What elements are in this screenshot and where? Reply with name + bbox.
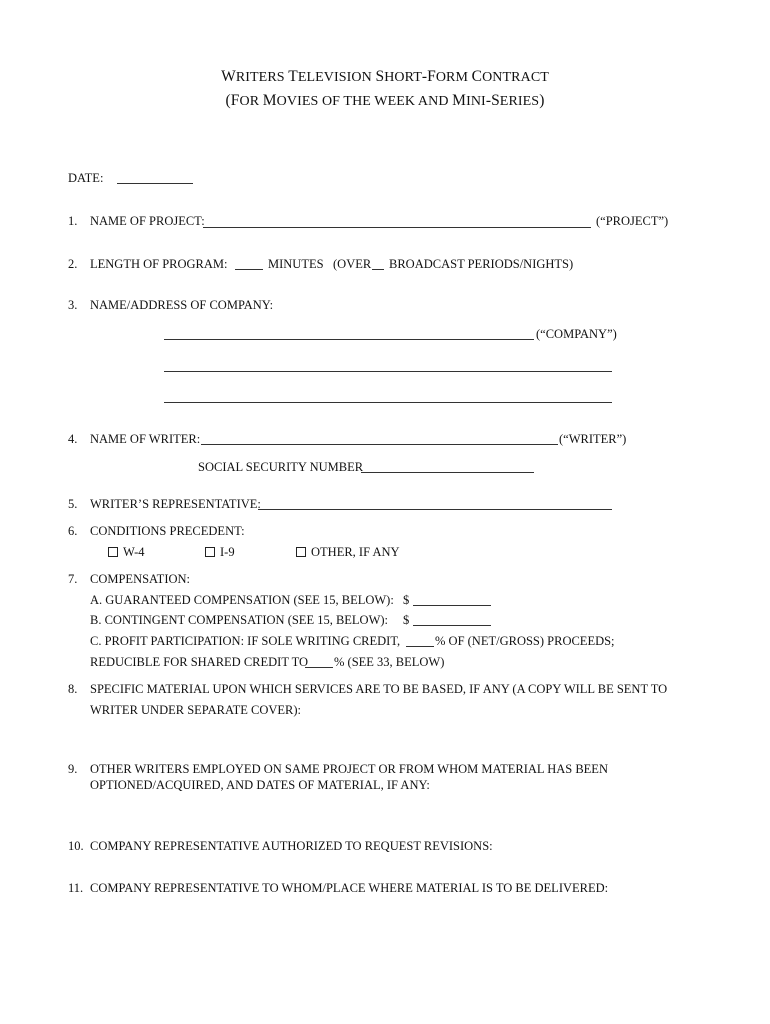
shared-credit-label: REDUCIBLE FOR SHARED CREDIT TO xyxy=(90,655,309,669)
item-other-writers: 9. OTHER WRITERS EMPLOYED ON SAME PROJECT OR FROM WHOM MATERIAL HAS BEEN xyxy=(68,762,608,776)
guaranteed-comp-field[interactable] xyxy=(413,605,491,606)
item-conditions: 6. CONDITIONS PRECEDENT: xyxy=(68,524,245,538)
specific-material-line2: WRITER UNDER SEPARATE COVER): xyxy=(90,703,302,717)
shared-credit-field[interactable] xyxy=(305,667,333,668)
project-suffix: (“PROJECT”) xyxy=(596,214,669,228)
checkbox-icon xyxy=(108,547,118,557)
company-name-field[interactable] xyxy=(164,339,534,340)
dollar-sign: $ xyxy=(403,593,410,607)
company-suffix: (“COMPANY”) xyxy=(536,327,617,341)
date-field[interactable] xyxy=(117,183,193,184)
item-program-length: 2. LENGTH OF PROGRAM: xyxy=(68,257,228,271)
project-name-label: NAME OF PROJECT: xyxy=(90,214,205,228)
proceeds-label: % OF (NET/GROSS) PROCEEDS; xyxy=(435,634,615,648)
project-name-field[interactable] xyxy=(203,227,591,228)
ssn-field[interactable] xyxy=(361,472,534,473)
profit-percent-field[interactable] xyxy=(406,646,434,647)
date-label: DATE: xyxy=(68,171,104,185)
item-compensation: 7. COMPENSATION: xyxy=(68,572,191,586)
item-specific-material: 8. SPECIFIC MATERIAL UPON WHICH SERVICES ARE TO BE BASED, IF ANY (A COPY WILL BE SENT TO xyxy=(68,682,668,696)
contingent-comp-field[interactable] xyxy=(413,625,491,626)
writer-rep-field[interactable] xyxy=(258,509,612,510)
checkbox-other[interactable]: OTHER, IF ANY xyxy=(296,545,400,560)
contract-title-line1: WRITERS TELEVISION SHORT-FORM CONTRACT xyxy=(221,68,549,85)
over-label: (OVER xyxy=(333,257,372,271)
checkbox-w4[interactable]: W-4 xyxy=(108,545,145,560)
item-company: 3. NAME/ADDRESS OF COMPANY: xyxy=(68,298,274,312)
shared-credit-suffix: % (SEE 33, BELOW) xyxy=(334,655,445,669)
checkbox-icon xyxy=(296,547,306,557)
contingent-comp-label: B. CONTINGENT COMPENSATION (SEE 15, BELOW): xyxy=(90,613,389,627)
writer-suffix: (“WRITER”) xyxy=(559,432,627,446)
date-row xyxy=(68,171,103,186)
checkbox-icon xyxy=(205,547,215,557)
contract-title-line2: (FOR MOVIES OF THE WEEK AND MINI-SERIES) xyxy=(225,92,545,109)
item-project-name: 1. NAME OF PROJECT: xyxy=(68,214,205,228)
guaranteed-comp-label: A. GUARANTEED COMPENSATION (SEE 15, BELOW): xyxy=(90,593,394,607)
company-address-field-2[interactable] xyxy=(164,402,612,403)
company-address-field-1[interactable] xyxy=(164,371,612,372)
writer-name-field[interactable] xyxy=(201,444,558,445)
minutes-field[interactable] xyxy=(235,269,263,270)
dollar-sign: $ xyxy=(403,613,410,627)
item-writer-rep: 5. WRITER’S REPRESENTATIVE: xyxy=(68,497,261,511)
item-company-rep-revisions: 10. COMPANY REPRESENTATIVE AUTHORIZED TO REQUEST REVISIONS: xyxy=(68,839,493,853)
profit-participation-label: C. PROFIT PARTICIPATION: IF SOLE WRITING CREDIT, xyxy=(90,634,401,648)
periods-label: BROADCAST PERIODS/NIGHTS) xyxy=(389,257,574,271)
item-company-rep-delivery: 11. COMPANY REPRESENTATIVE TO WHOM/PLACE WHERE MATERIAL IS TO BE DELIVERED: xyxy=(68,881,609,895)
item-writer: 4. NAME OF WRITER: xyxy=(68,432,201,446)
minutes-label: MINUTES xyxy=(268,257,324,271)
other-writers-line2: OPTIONED/ACQUIRED, AND DATES OF MATERIAL, IF ANY: xyxy=(90,778,430,792)
ssn-label: SOCIAL SECURITY NUMBER xyxy=(198,460,364,474)
checkbox-i9[interactable]: I-9 xyxy=(205,545,235,560)
periods-count-field[interactable] xyxy=(372,269,384,270)
